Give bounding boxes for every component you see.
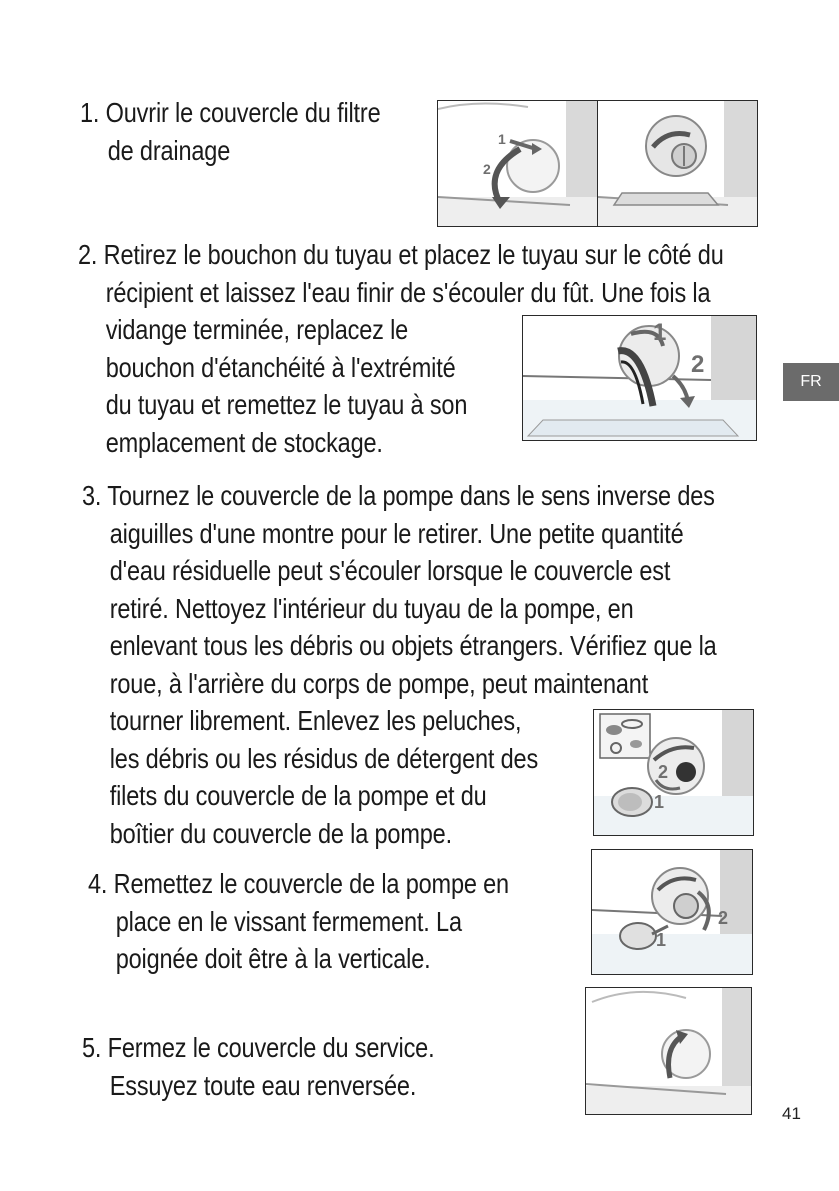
step-2-line-4: bouchon d'étanchéité à l'extrémité [105,351,456,383]
step-5 [82,1029,434,1104]
step-3-line-1: 3. Tournez le couvercle de la pompe dans le sens inverse des [82,480,715,511]
illustration-close-flap [585,987,752,1115]
illustration-drain-hose [522,315,757,441]
step-3-line-2: aiguilles d'une montre pour le retirer. Une petite quantité [109,517,684,549]
page-number: 41 [782,1104,801,1123]
step-3-line-8: les débris ou les résidus de détergent des [109,742,539,774]
step-3-line-9: filets du couvercle de la pompe et du [109,780,487,811]
step-1 [80,94,381,169]
label-2: 2 [691,351,705,378]
pump-cover-removal-image [594,710,753,835]
language-tab: FR [783,363,839,401]
step-4 [88,865,509,978]
label-1: 1 [656,930,667,950]
step-2-line-2: récipient et laissez l'eau finir de s'écouler du fût. Une fois la [105,276,711,308]
step-2-line-3: vidange terminée, replacez le [105,314,409,345]
step-5-line-2: Essuyez toute eau renversée. [109,1069,417,1101]
step-2-line-1: 2. Retirez le bouchon du tuyau et placez le tuyau sur le côté du [78,239,724,270]
label-1: 1 [498,131,506,147]
step-3-line-7: tourner librement. Enlevez les peluches, [109,705,522,736]
step-1-line-1: 1. Ouvrir le couvercle du filtre [80,97,381,128]
illustration-flap-opened [597,100,758,227]
drain-hose-image [523,316,756,440]
step-2-line-6: emplacement de stockage. [105,426,383,458]
illustration-refit-pump-cover [591,849,753,975]
illustration-remove-pump-cover [593,709,754,836]
label-1: 1 [653,319,667,346]
step-3-line-10: boîtier du couvercle de la pompe. [109,817,452,849]
step-3-line-6: roue, à l'arrière du corps de pompe, peut maintenant [109,667,649,699]
step-4-line-1: 4. Remettez le couvercle de la pompe en [88,868,509,899]
step-3-line-3: d'eau résiduelle peut s'écouler lorsque le couvercle est [109,555,671,586]
step-1-line-2: de drainage [107,134,231,166]
step-3-line-4: retiré. Nettoyez l'intérieur du tuyau de la pompe, en [109,592,634,624]
washer-flap-close-image [586,988,751,1114]
label-2: 2 [658,762,669,782]
label-1: 1 [654,792,665,812]
pump-cover-refit-image [592,850,752,974]
step-4-line-2: place en le vissant fermement. La [115,905,462,937]
step-3-line-5: enlevant tous les débris ou objets étrangers. Vérifiez que la [109,630,717,661]
washer-flap-open-image [598,101,757,226]
washer-flap-closed-image [438,101,598,226]
step-4-line-3: poignée doit être à la verticale. [115,943,431,974]
illustration-open-flap [437,100,599,227]
step-2-line-5: du tuyau et remettez le tuyau à son [105,389,468,420]
label-2: 2 [483,161,491,177]
step-5-line-1: 5. Fermez le couvercle du service. [82,1032,435,1063]
label-2: 2 [718,908,729,928]
